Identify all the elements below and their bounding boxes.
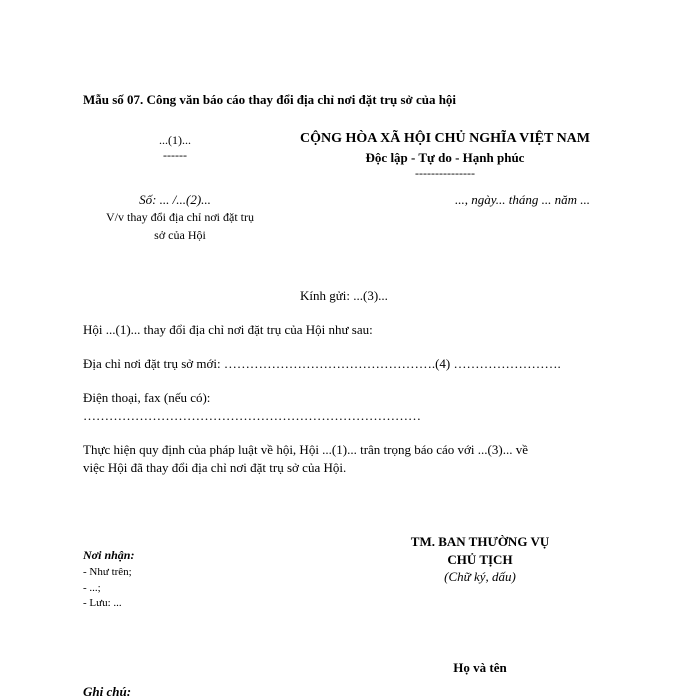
signature-note: (Chữ ký, dấu) bbox=[444, 569, 516, 584]
recipient: Kính gửi: ...(3)... bbox=[300, 288, 388, 303]
signature-title: TM. BAN THƯỜNG VỤ bbox=[410, 534, 550, 549]
receiver-item: - Lưu: ... bbox=[83, 597, 122, 609]
org-underline: ------ bbox=[163, 148, 187, 162]
body-new-address: Địa chỉ nơi đặt trụ sở mới: ………………………………………….(4) ……………………. bbox=[83, 356, 561, 371]
date-line: ..., ngày... tháng ... năm ... bbox=[455, 192, 591, 207]
body-phone-label: Điện thoại, fax (nếu có): bbox=[83, 390, 211, 405]
receiver-item: - Như trên; bbox=[83, 566, 132, 578]
receiver-item: - ...; bbox=[83, 582, 101, 594]
receivers-title: Nơi nhận: bbox=[83, 548, 135, 562]
national-slogan: Độc lập - Tự do - Hạnh phúc bbox=[365, 150, 525, 165]
subject-line-2: sở của Hội bbox=[154, 228, 206, 242]
signature-position: CHỦ TỊCH bbox=[447, 552, 513, 567]
national-motto: CỘNG HÒA XÃ HỘI CHỦ NGHĨA VIỆT NAM bbox=[299, 131, 590, 146]
org-placeholder: ...(1)... bbox=[159, 133, 191, 147]
footnote-title: Ghi chú: bbox=[83, 684, 132, 699]
body-paragraph-1: Hội ...(1)... thay đổi địa chỉ nơi đặt trụ của Hội như sau: bbox=[83, 322, 373, 337]
signature-name: Họ và tên bbox=[453, 660, 507, 675]
subject-line-1: V/v thay đổi địa chỉ nơi đặt trụ bbox=[106, 210, 254, 224]
body-paragraph-4-line-1: Thực hiện quy định của pháp luật về hội, Hội ...(1)... trân trọng báo cáo với ...(3)... về bbox=[83, 442, 528, 457]
body-phone-dots: …………………………………………………………………… bbox=[83, 408, 421, 423]
document-number: Số: ... /...(2)... bbox=[139, 192, 211, 207]
form-title: Mẫu số 07. Công văn báo cáo thay đổi địa chỉ nơi đặt trụ sở của hội bbox=[83, 92, 457, 107]
national-underline: --------------- bbox=[415, 166, 475, 180]
body-paragraph-4-line-2: việc Hội đã thay đổi địa chỉ nơi đặt trụ sở của Hội. bbox=[83, 460, 347, 475]
